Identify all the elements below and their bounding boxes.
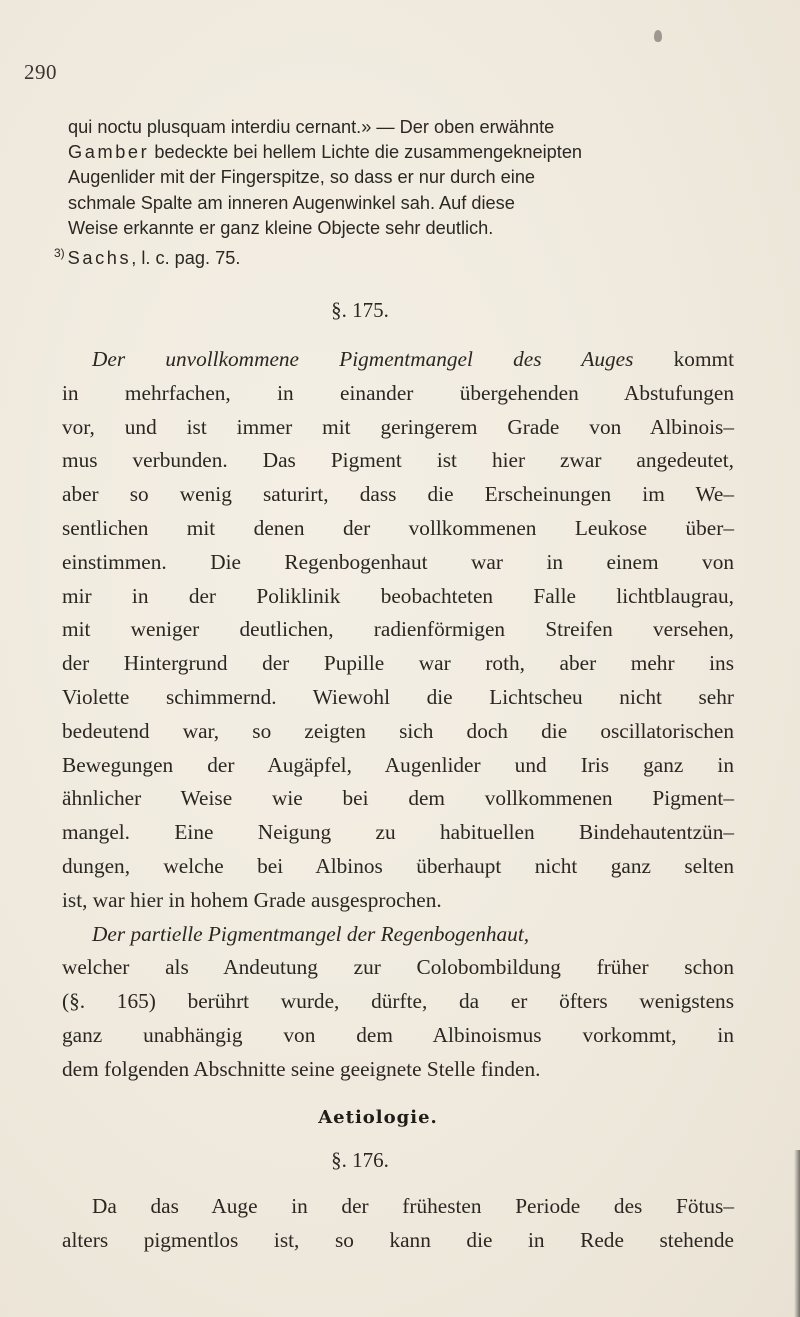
ink-stain bbox=[654, 30, 662, 42]
page-edge-shadow bbox=[794, 1150, 800, 1317]
paragraph-line: ähnlicher Weise wie bei dem vollkommenen Pigment– bbox=[62, 786, 734, 811]
paragraph-line: einstimmen. Die Regenbogenhaut war in einem von bbox=[62, 549, 734, 574]
paragraph-line: welcher als Andeutung zur Colobombildung früher schon bbox=[62, 955, 734, 980]
footnote-line bbox=[68, 140, 738, 165]
paragraph-line: ist, war hier in hohem Grade ausgesprochen. bbox=[62, 887, 442, 912]
paragraph-line: mir in der Poliklinik beobachteten Falle lichtblaugrau, bbox=[62, 583, 734, 608]
paragraph-line bbox=[62, 918, 734, 952]
page-number: 290 bbox=[24, 60, 57, 84]
footnote-line bbox=[54, 241, 738, 271]
chapter-heading-aetiologie: Aetiologie. bbox=[318, 1107, 438, 1128]
paragraph-line: (§. 165) berührt wurde, dürfte, da er öfters wenigstens bbox=[62, 989, 734, 1014]
paragraph-line: der Hintergrund der Pupille war roth, aber mehr ins bbox=[62, 651, 734, 676]
paragraph-line: vor, und ist immer mit geringerem Grade von Albinois– bbox=[62, 414, 734, 439]
italic-term: Der unvollkommene Pigmentmangel des Auges bbox=[92, 347, 634, 371]
paragraph-line: mit weniger deutlichen, radienförmigen Streifen versehen, bbox=[62, 617, 734, 642]
paragraph-line: Violette schimmernd. Wiewohl die Lichtscheu nicht sehr bbox=[62, 684, 734, 709]
paragraph-line bbox=[62, 343, 734, 377]
paragraph-line: bedeutend war, so zeigten sich doch die oscillatorischen bbox=[62, 718, 734, 743]
footnote-line: Augenlider mit der Fingerspitze, so dass er nur durch eine bbox=[68, 167, 536, 188]
paragraph-line: dem folgenden Abschnitte seine geeignete Stelle finden. bbox=[62, 1056, 541, 1081]
paragraph-line: in mehrfachen, in einander übergehenden Abstufungen bbox=[62, 380, 734, 405]
author-name-sachs: Sachs bbox=[67, 248, 132, 269]
footnote-line: qui noctu plusquam interdiu cernant.» — Der oben erwähnte bbox=[68, 117, 555, 137]
italic-term: Der partielle Pigmentmangel der Regenbogenhaut, bbox=[92, 921, 530, 946]
paragraph-line-text: kommt bbox=[633, 347, 735, 371]
paragraph-line: mus verbunden. Das Pigment ist hier zwar angedeutet, bbox=[62, 448, 734, 473]
author-name-gamber: Gamber bbox=[68, 142, 150, 163]
paragraph-line: aber so wenig saturirt, dass die Erscheinungen im We– bbox=[62, 482, 734, 507]
section-175-body bbox=[62, 343, 734, 1087]
paragraph-line: Da das Auge in der frühesten Periode des Fötus– bbox=[92, 1194, 734, 1218]
section-176-body bbox=[62, 1190, 734, 1258]
paragraph-line: mangel. Eine Neigung zu habituellen Bindehautentzün– bbox=[62, 820, 734, 845]
footnote bbox=[54, 115, 738, 271]
footnote-line: Weise erkannte er ganz kleine Objecte sehr deutlich. bbox=[68, 217, 494, 238]
footnote-citation: , l. c. pag. 75. bbox=[131, 248, 241, 269]
paragraph-line: alters pigmentlos ist, so kann die in Rede stehende bbox=[62, 1227, 734, 1252]
paragraph-line: Bewegungen der Augäpfel, Augenlider und Iris ganz in bbox=[62, 752, 734, 777]
footnote-reference-mark: 3) bbox=[54, 246, 65, 261]
footnote-line: schmale Spalte am inneren Augenwinkel sah. Auf diese bbox=[68, 192, 515, 213]
section-heading-175: §. 175. bbox=[331, 298, 389, 322]
paragraph-line: ganz unabhängig von dem Albinoismus vorkommt, in bbox=[62, 1022, 734, 1047]
paragraph-line: dungen, welche bei Albinos überhaupt nicht ganz selten bbox=[62, 853, 734, 878]
paragraph-line: sentlichen mit denen der vollkommenen Leukose über– bbox=[62, 515, 734, 540]
section-heading-176: §. 176. bbox=[331, 1148, 389, 1172]
footnote-line-text: bedeckte bei hellem Lichte die zusammengekneipten bbox=[154, 142, 583, 163]
